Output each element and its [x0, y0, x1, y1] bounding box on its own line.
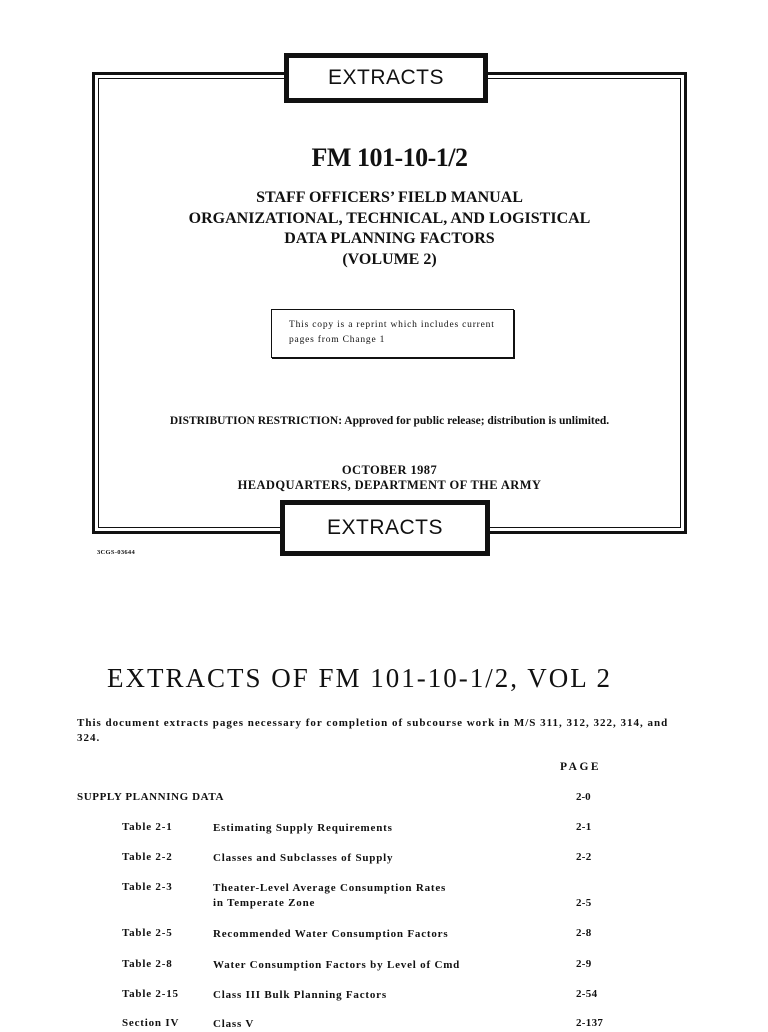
- toc-title: Class III Bulk Planning Factors: [213, 989, 387, 1001]
- toc-ref: Table 2-1: [122, 821, 173, 833]
- toc-title: Class V: [213, 1018, 255, 1030]
- toc-title: Theater-Level Average Consumption Rates in Temperate Zone: [213, 882, 447, 909]
- toc-page: 2-1: [576, 821, 592, 833]
- toc-ref: Table 2-3: [122, 881, 173, 893]
- publication-info: [92, 463, 687, 493]
- toc-title: Water Consumption Factors by Level of Cmd: [213, 959, 461, 971]
- publication-date: OCTOBER 1987: [341, 463, 438, 477]
- page-column-header: PAGE: [560, 761, 602, 773]
- section-title: SUPPLY PLANNING DATA: [77, 791, 225, 803]
- toc-page: 2-54: [576, 988, 598, 1000]
- toc-ref: Table 2-8: [122, 958, 173, 970]
- toc-ref: Table 2-2: [122, 851, 173, 863]
- toc-title: Recommended Water Consumption Factors: [213, 928, 449, 940]
- subtitle-line: (VOLUME 2): [342, 250, 437, 268]
- subtitle-line: DATA PLANNING FACTORS: [284, 230, 495, 247]
- toc-page: 2-137: [576, 1017, 604, 1029]
- extracts-banner-top-label: EXTRACTS: [289, 58, 483, 98]
- toc-page: 2-2: [576, 851, 592, 863]
- document-code: 3CGS-03644: [97, 549, 136, 556]
- extracts-banner-bottom-label: EXTRACTS: [285, 505, 485, 551]
- extracts-banner-top: [284, 53, 488, 103]
- section-page-number: 2-0: [576, 791, 591, 803]
- manual-subtitle: [92, 188, 687, 270]
- subtitle-line: STAFF OFFICERS’ FIELD MANUAL: [256, 189, 523, 206]
- distribution-restriction: DISTRIBUTION RESTRICTION: Approved for public release; distribution is unlimited.: [169, 415, 610, 427]
- subtitle-line: ORGANIZATIONAL, TECHNICAL, AND LOGISTICAL: [188, 209, 591, 227]
- toc-title: Classes and Subclasses of Supply: [213, 852, 394, 864]
- publisher: HEADQUARTERS, DEPARTMENT OF THE ARMY: [237, 478, 542, 492]
- reprint-note-box: [271, 309, 514, 358]
- manual-number-title: FM 101-10-1/2: [311, 143, 468, 172]
- toc-title: Estimating Supply Requirements: [213, 822, 393, 834]
- toc-page: 2-8: [576, 927, 592, 939]
- intro-paragraph: This document extracts pages necessary for completion of subcourse work in M/S 311, 312, 322, 314, and 324.: [77, 717, 669, 744]
- reprint-note-line: This copy is a reprint which includes current: [289, 320, 495, 330]
- toc-ref: Table 2-5: [122, 927, 173, 939]
- toc-ref: Section IV: [122, 1017, 180, 1029]
- toc-ref: Table 2-15: [122, 988, 179, 1000]
- toc-page: 2-9: [576, 958, 592, 970]
- reprint-note-line: pages from Change 1: [289, 335, 386, 345]
- toc-page: 2-5: [576, 897, 592, 909]
- extracts-banner-bottom: [280, 500, 490, 556]
- extracts-heading: EXTRACTS OF FM 101-10-1/2, VOL 2: [107, 663, 613, 693]
